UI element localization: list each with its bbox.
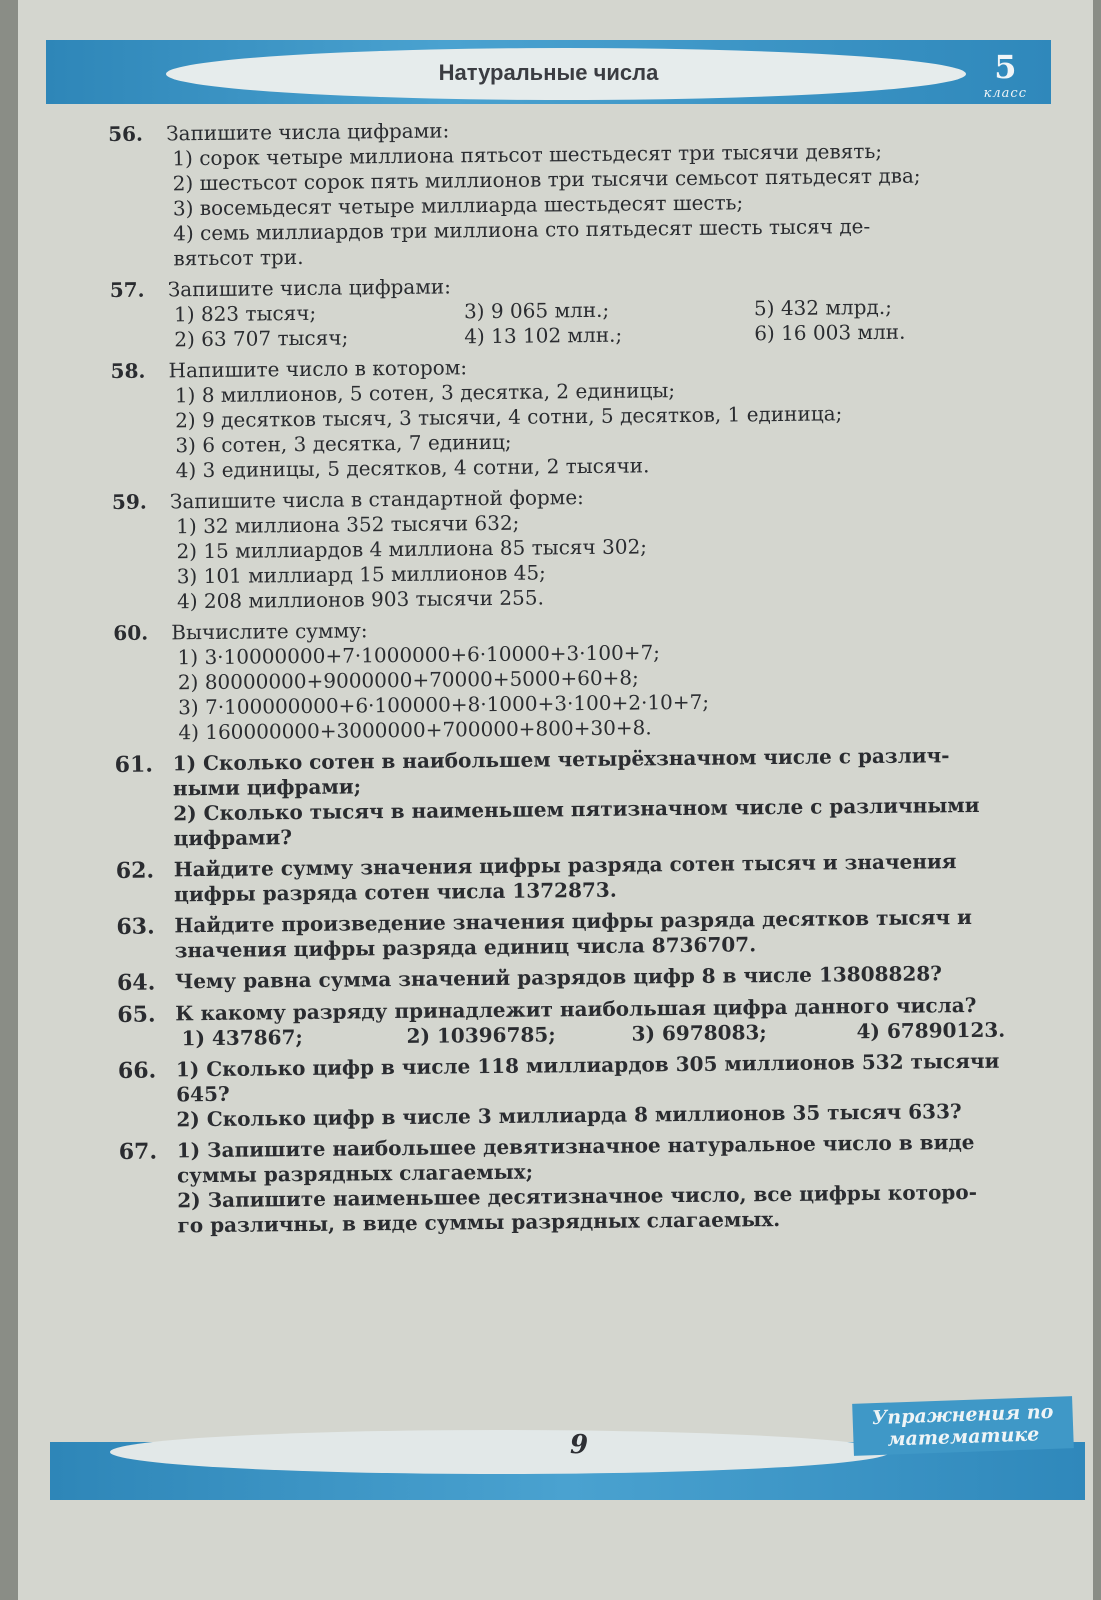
exercise-line: 3) 6 сотен, 3 десятка, 7 единиц; [175,429,512,458]
exercise-line: 2) Сколько тысяч в наименьшем пятизначном числе с различными [173,792,980,826]
exercise-line: 3) 7·100000000+6·100000+8·1000+3·100+2·10+7; [178,689,710,720]
exercise-number: 65. [117,1001,156,1028]
exercise-line: 1) 3·10000000+7·1000000+6·10000+3·100+7; [177,640,661,670]
exercise-line: Найдите произведение значения цифры разряда десятков тысяч и [174,904,972,938]
series-label [852,1396,1074,1456]
exercise-number: 63. [116,913,155,940]
grade-badge [983,48,1027,101]
exercise-line: вятьсот три. [173,244,304,271]
exercise-57 [110,268,1051,353]
exercise-line: цифрами? [173,825,293,851]
exercise-line: 2) 9 десятков тысяч, 3 тысячи, 4 сотни, 5 десятков, 1 единица; [175,401,843,433]
exercise-line: 4) 208 миллионов 903 тысячи 255. [176,585,544,614]
exercise-line: 2) 15 миллиардов 4 миллиона 85 тысяч 302; [176,534,648,564]
exercise-line: суммы разрядных слагаемых; [176,1159,534,1188]
exercise-body [170,480,1053,614]
series-line-2: математике [887,1423,1040,1451]
exercise-line: 4) 3 единицы, 5 десятков, 4 сотни, 2 тысячи. [175,453,650,483]
exercise-body [173,742,1056,851]
exercise-line: 1) сорок четыре миллиона пятьсот шестьдесят три тысячи девять; [172,138,883,171]
exercise-line: Запишите числа в стандартной форме: [169,485,584,514]
exercise-intro: К какому разряду принадлежит наибольшая цифра данного числа? [175,992,977,1026]
answer-item: 2) 10396785; [406,1022,556,1048]
exercise-line: Вычислите сумму: [171,618,368,645]
exercise-number: 59. [111,489,147,514]
answer-column [464,296,755,349]
exercise-body [176,1048,1059,1132]
exercise-line: 2) шестьсот сорок пять миллионов три тысячи семьсот пятьдесят два; [172,163,921,196]
exercise-line: 1) 32 миллиона 352 тысячи 632; [176,510,520,539]
answer-item: 3) 9 065 млн.; [463,297,610,324]
exercise-body [175,960,1057,995]
exercise-body [166,112,1050,271]
exercise-body [174,848,1056,907]
exercise-number: 67. [118,1138,158,1165]
exercise-line: 2) Запишите наименьшее десятизначное число, все цифры которо- [177,1179,978,1213]
page-header [46,30,1051,112]
exercise-56 [108,112,1050,272]
page-footer [50,1400,1085,1510]
grade-number: 5 [994,48,1017,86]
exercise-line: Чему равна сумма значений разрядов цифр 8 в числе 13808828? [174,961,943,994]
exercise-body [174,904,1056,963]
exercise-line: 1) 8 миллионов, 5 сотен, 3 десятка, 2 единицы; [174,378,676,408]
answer-item: 2) 63 707 тысяч; [174,325,349,352]
exercise-67 [119,1129,1060,1239]
exercise-62 [116,848,1056,908]
exercise-65 [117,992,1057,1052]
answer-item: 4) 67890123. [856,1017,1006,1044]
exercise-body [171,611,1054,745]
exercise-line: 2) Сколько цифр в числе 3 миллиарда 8 миллионов 35 тысяч 633? [176,1099,962,1132]
exercise-line: 1) Запишите наибольшее девятизначное натуральное число в виде [176,1129,975,1163]
exercise-number: 66. [117,1057,157,1084]
page-number: 9 [570,1430,589,1460]
exercise-line: 4) 160000000+3000000+700000+800+30+8. [178,715,652,745]
exercise-58 [110,349,1051,484]
answer-item: 3) 6978083; [631,1020,767,1046]
textbook-page [18,0,1093,1600]
exercise-60 [113,611,1054,746]
exercise-number: 57. [109,277,145,302]
exercise-line: Напишите число в котором: [168,355,468,383]
exercise-61 [115,742,1056,852]
exercise-line: ными цифрами; [172,774,362,801]
answer-column [181,1024,406,1051]
exercise-line: 3) 101 миллиард 15 миллионов 45; [176,560,546,589]
answer-column [174,299,465,352]
answer-item: 1) 437867; [181,1025,303,1051]
exercise-number: 62. [115,857,155,884]
exercise-line: 1) Сколько цифр в числе 118 миллиардов 305 миллионов 532 тысячи 645? [175,1048,1000,1107]
chapter-title: Натуральные числа [438,60,659,85]
footer-lens [110,1430,890,1474]
exercise-line: цифры разряда сотен числа 1372873. [173,877,617,907]
exercise-59 [112,480,1053,615]
exercise-number: 58. [110,358,146,383]
exercise-body [168,349,1051,483]
exercise-line: го различны, в виде суммы разрядных слагаемых. [177,1207,781,1238]
exercise-number: 61. [114,751,154,778]
answer-item: 6) 16 003 млн. [754,319,906,346]
exercise-line: Запишите числа цифрами: [165,118,450,146]
exercise-list [108,112,1060,1245]
exercise-body [177,1129,1060,1238]
exercise-intro: Запишите числа цифрами: [167,274,452,302]
exercise-number: 60. [113,620,149,645]
exercise-body [175,992,1081,1051]
exercise-66 [118,1048,1059,1133]
exercise-line: 3) восемьдесят четыре миллиарда шестьдесят шесть; [172,190,744,221]
answer-column [856,1017,1081,1044]
exercise-line: 2) 80000000+9000000+70000+5000+60+8; [177,665,639,695]
exercise-body [168,268,1051,352]
answer-column [631,1019,856,1046]
exercise-64 [117,960,1057,996]
exercise-line: значения цифры разряда единиц числа 8736707. [174,932,757,963]
answer-item: 1) 823 тысяч; [173,300,317,327]
exercise-63 [116,904,1056,964]
exercise-number: 64. [116,969,156,996]
exercise-number: 56. [108,121,144,146]
answer-columns [168,293,1050,352]
answer-column [754,293,1045,346]
series-line-1: Упражнения по [871,1400,1054,1430]
answer-column [406,1022,631,1049]
exercise-line: 4) семь миллиардов три миллиона сто пятьдесят шесть тысяч де- [173,214,871,246]
grade-word: класс [983,86,1027,101]
exercise-line: Найдите сумму значения цифры разряда сотен тысяч и значения [173,849,957,882]
answer-item: 5) 432 млрд.; [753,294,892,321]
exercise-line: 1) Сколько сотен в наибольшем четырёхзначном числе с различ- [172,743,950,776]
answer-item: 4) 13 102 млн.; [464,322,623,349]
